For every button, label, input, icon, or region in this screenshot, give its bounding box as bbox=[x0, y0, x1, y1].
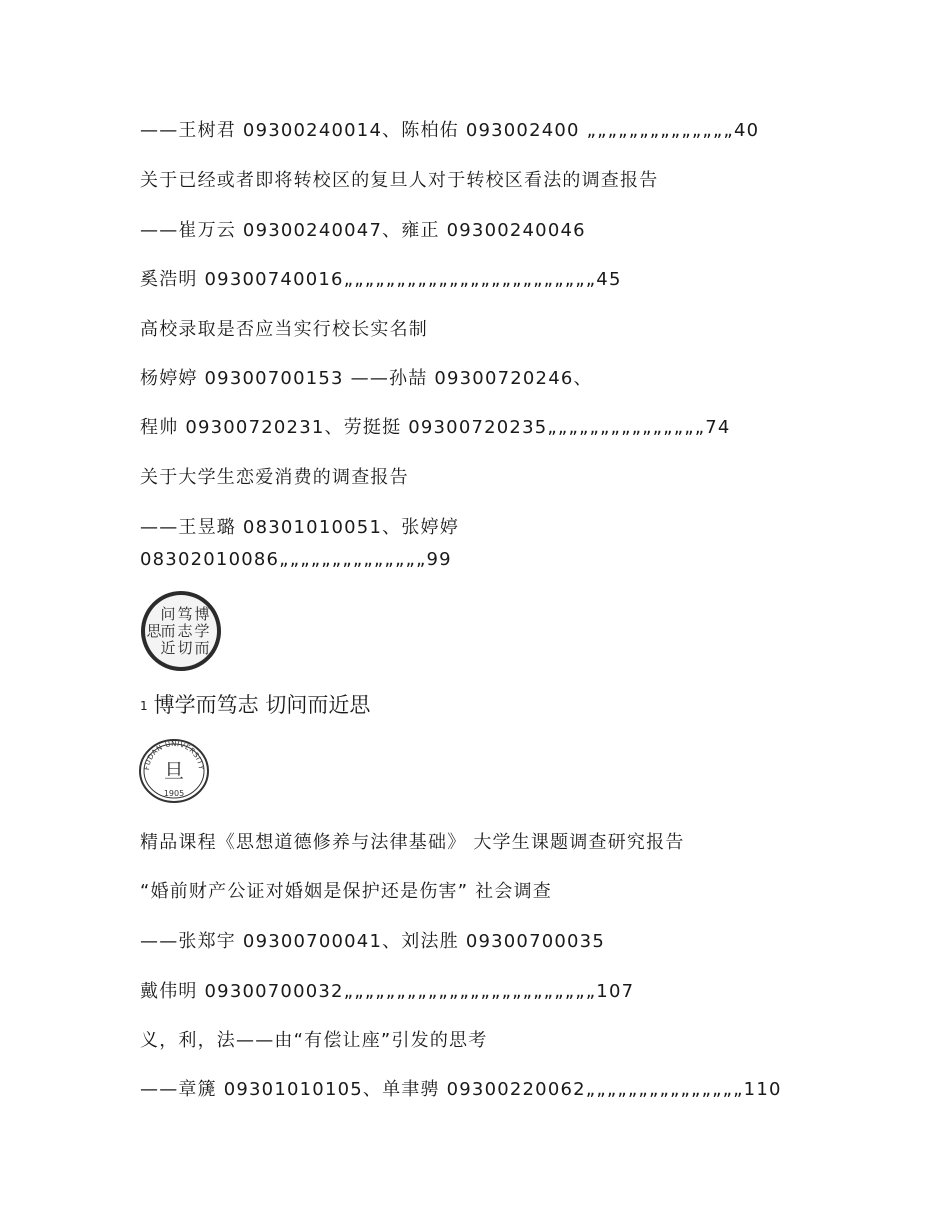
toc-line: 高校录取是否应当实行校长实名制 bbox=[140, 319, 428, 340]
footer-motto: 博学而笃志 切问而近思 bbox=[153, 693, 371, 717]
toc-line: 杨婷婷 09300700153 ——孙喆 09300720246、 bbox=[140, 368, 593, 389]
logo-year: 1905 bbox=[163, 789, 185, 798]
toc-line: ——章篪 09301010105、单聿骋 09300220062„„„„„„„„„„„„„„„110 bbox=[140, 1079, 782, 1100]
toc-line: 关于大学生恋爱消费的调查报告 bbox=[140, 467, 409, 488]
toc-line: 戴伟明 09300700032„„„„„„„„„„„„„„„„„„„„„„„„107 bbox=[140, 981, 635, 1002]
seal-character: 志 bbox=[177, 622, 193, 640]
toc-line: ——王树君 09300240014、陈柏佑 093002400 „„„„„„„„„„„„„„40 bbox=[140, 120, 760, 141]
toc-line: 程帅 09300720231、劳挺挺 09300720235„„„„„„„„„„„„„„„74 bbox=[140, 417, 731, 438]
logo-center-char: 旦 bbox=[164, 759, 184, 783]
seal-character: 博 bbox=[194, 605, 210, 623]
logo-arc-text: FUDAN UNIVERSITY bbox=[142, 739, 206, 771]
toc-line: “婚前财产公证对婚姻是保护还是伤害” 社会调查 bbox=[140, 881, 552, 902]
toc-line: 08302010086„„„„„„„„„„„„„„99 bbox=[140, 549, 452, 570]
seal-character: 问 bbox=[160, 605, 176, 623]
toc-line: 奚浩明 09300740016„„„„„„„„„„„„„„„„„„„„„„„„45 bbox=[140, 269, 622, 290]
seal-character: 切 bbox=[177, 639, 193, 657]
toc-line: ——崔万云 09300240047、雍正 09300240046 bbox=[140, 220, 586, 241]
seal-character: 而 bbox=[160, 622, 176, 640]
toc-line: 关于已经或者即将转校区的复旦人对于转校区看法的调查报告 bbox=[140, 170, 659, 191]
toc-line: 精品课程《思想道德修养与法律基础》 大学生课题调查研究报告 bbox=[140, 832, 685, 853]
fudan-university-logo bbox=[138, 738, 210, 804]
page-footer bbox=[140, 692, 370, 719]
toc-line: ——张郑宇 09300700041、刘法胜 09300700035 bbox=[140, 931, 605, 952]
seal-character: 而 bbox=[194, 639, 210, 657]
page-number: 1 bbox=[140, 699, 148, 713]
university-seal-image bbox=[140, 590, 222, 672]
seal-character: 思 bbox=[146, 622, 162, 640]
toc-line: 义，利，法——由“有偿让座”引发的思考 bbox=[140, 1030, 488, 1051]
seal-character: 笃 bbox=[177, 605, 193, 623]
toc-line: ——王昱璐 08301010051、张婷婷 bbox=[140, 517, 459, 538]
seal-character: 近 bbox=[160, 639, 176, 657]
seal-character: 学 bbox=[194, 622, 210, 640]
